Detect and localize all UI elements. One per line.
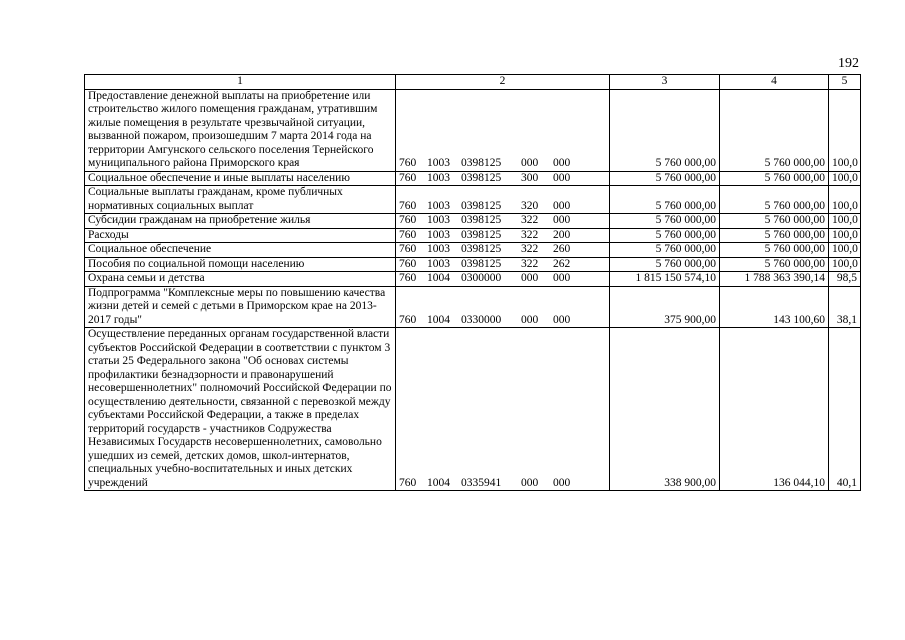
code-target-article: 0330000	[461, 313, 502, 326]
table-body	[85, 89, 861, 491]
code-section: 1003	[427, 214, 450, 226]
row-code	[396, 228, 610, 243]
row-name: Социальное обеспечение	[85, 243, 396, 258]
row-percent: 100,0	[829, 214, 861, 229]
row-code	[396, 171, 610, 186]
row-fact-amount: 5 760 000,00	[720, 257, 829, 272]
row-plan-amount: 5 760 000,00	[610, 243, 720, 258]
row-name: Субсидии гражданам на приобретение жилья	[85, 214, 396, 229]
code-target-article: 0300000	[461, 272, 502, 284]
row-plan-amount: 5 760 000,00	[610, 257, 720, 272]
row-percent: 40,1	[829, 328, 861, 491]
code-section: 1004	[427, 476, 450, 489]
code-section: 1003	[427, 171, 450, 184]
code-section: 1004	[427, 272, 450, 284]
code-kosgu: 200	[553, 228, 571, 241]
code-expense-type: 322	[521, 257, 539, 270]
row-fact-amount: 1 788 363 390,14	[720, 272, 829, 287]
row-code	[396, 243, 610, 258]
code-kosgu: 000	[553, 214, 571, 226]
row-plan-amount: 5 760 000,00	[610, 171, 720, 186]
code-ved: 760	[399, 272, 417, 284]
code-target-article: 0398125	[461, 243, 502, 255]
row-name: Охрана семьи и детства	[85, 272, 396, 287]
code-target-article: 0398125	[461, 228, 502, 241]
row-fact-amount: 5 760 000,00	[720, 214, 829, 229]
table-row	[85, 186, 861, 214]
row-code	[396, 272, 610, 287]
code-expense-type: 300	[521, 171, 539, 184]
row-name: Социальные выплаты гражданам, кроме публичных нормативных социальных выплат	[85, 186, 396, 214]
code-kosgu: 000	[553, 199, 571, 212]
header-row	[85, 75, 861, 90]
code-section: 1003	[427, 199, 450, 212]
row-fact-amount: 5 760 000,00	[720, 89, 829, 171]
row-percent: 100,0	[829, 243, 861, 258]
row-code	[396, 186, 610, 214]
code-ved: 760	[399, 214, 417, 226]
code-expense-type: 000	[521, 313, 539, 326]
row-plan-amount: 1 815 150 574,10	[610, 272, 720, 287]
code-expense-type: 322	[521, 228, 539, 241]
code-ved: 760	[399, 257, 417, 270]
row-percent: 100,0	[829, 228, 861, 243]
code-section: 1003	[427, 228, 450, 241]
column-header-4: 4	[720, 75, 829, 90]
code-expense-type: 000	[521, 476, 539, 489]
column-header-5: 5	[829, 75, 861, 90]
row-fact-amount: 5 760 000,00	[720, 228, 829, 243]
page-number: 192	[838, 56, 859, 71]
row-percent: 100,0	[829, 89, 861, 171]
code-kosgu: 000	[553, 476, 571, 489]
row-code	[396, 89, 610, 171]
column-header-2: 2	[396, 75, 610, 90]
code-expense-type: 322	[521, 243, 539, 255]
code-section: 1003	[427, 243, 450, 255]
code-target-article: 0398125	[461, 214, 502, 226]
table-row	[85, 328, 861, 491]
code-ved: 760	[399, 313, 417, 326]
column-header-1: 1	[85, 75, 396, 90]
row-fact-amount: 5 760 000,00	[720, 171, 829, 186]
code-kosgu: 000	[553, 272, 571, 284]
code-target-article: 0335941	[461, 476, 502, 489]
row-fact-amount: 5 760 000,00	[720, 186, 829, 214]
row-code	[396, 328, 610, 491]
row-percent: 98,5	[829, 272, 861, 287]
code-expense-type: 322	[521, 214, 539, 226]
row-plan-amount: 5 760 000,00	[610, 228, 720, 243]
code-ved: 760	[399, 476, 417, 489]
table-row	[85, 257, 861, 272]
row-percent: 100,0	[829, 257, 861, 272]
table-row	[85, 214, 861, 229]
code-kosgu: 000	[553, 157, 571, 169]
row-code	[396, 286, 610, 328]
table-row	[85, 171, 861, 186]
code-target-article: 0398125	[461, 157, 502, 169]
code-ved: 760	[399, 243, 417, 255]
table-row	[85, 286, 861, 328]
budget-table	[84, 74, 861, 491]
row-name: Подпрограмма "Комплексные меры по повышению качества жизни детей и семей с детьми в Приморском крае на 2013-2017 годы"	[85, 286, 396, 328]
row-plan-amount: 338 900,00	[610, 328, 720, 491]
code-expense-type: 320	[521, 199, 539, 212]
table-row	[85, 272, 861, 287]
table-row	[85, 243, 861, 258]
row-fact-amount: 5 760 000,00	[720, 243, 829, 258]
code-expense-type: 000	[521, 157, 539, 169]
row-fact-amount: 143 100,60	[720, 286, 829, 328]
code-target-article: 0398125	[461, 199, 502, 212]
row-fact-amount: 136 044,10	[720, 328, 829, 491]
code-kosgu: 000	[553, 171, 571, 184]
row-percent: 100,0	[829, 171, 861, 186]
code-ved: 760	[399, 157, 417, 169]
code-ved: 760	[399, 171, 417, 184]
row-plan-amount: 375 900,00	[610, 286, 720, 328]
code-ved: 760	[399, 199, 417, 212]
code-section: 1003	[427, 157, 450, 169]
row-plan-amount: 5 760 000,00	[610, 214, 720, 229]
row-plan-amount: 5 760 000,00	[610, 89, 720, 171]
code-section: 1003	[427, 257, 450, 270]
code-expense-type: 000	[521, 272, 539, 284]
code-kosgu: 260	[553, 243, 571, 255]
code-target-article: 0398125	[461, 171, 502, 184]
row-name: Расходы	[85, 228, 396, 243]
row-plan-amount: 5 760 000,00	[610, 186, 720, 214]
row-name: Осуществление переданных органам государственной власти субъектов Российской Федерации в соответствии с пунктом 3 статьи 25 Федерального закона "Об основах системы профилактики безнадзорности и правонарушений несовершеннолетних" полномочий Российской Федерации по осуществлению деятельности, связанной с перевозкой между субъектами Российской Федерации, а также в пределах территорий государств - участников Содружества Независимых Государств несовершеннолетних, самовольно ушедших из семей, детских домов, школ-интернатов, специальных учебно-воспитательных и иных детских учреждений	[85, 328, 396, 491]
row-name: Предоставление денежной выплаты на приобретение или строительство жилого помещения гражданам, утратившим жилые помещения в результате чрезвычайной ситуации, вызванной пожаром, произошедшим 7 марта 2014 года на территории Амгунского сельского поселения Тернейского муниципального района Приморского края	[85, 89, 396, 171]
row-percent: 100,0	[829, 186, 861, 214]
code-target-article: 0398125	[461, 257, 502, 270]
column-header-3: 3	[610, 75, 720, 90]
code-ved: 760	[399, 228, 417, 241]
row-code	[396, 257, 610, 272]
code-kosgu: 000	[553, 313, 571, 326]
row-name: Пособия по социальной помощи населению	[85, 257, 396, 272]
code-kosgu: 262	[553, 257, 571, 270]
code-section: 1004	[427, 313, 450, 326]
table-row	[85, 89, 861, 171]
row-percent: 38,1	[829, 286, 861, 328]
row-name: Социальное обеспечение и иные выплаты населению	[85, 171, 396, 186]
row-code	[396, 214, 610, 229]
table-row	[85, 228, 861, 243]
